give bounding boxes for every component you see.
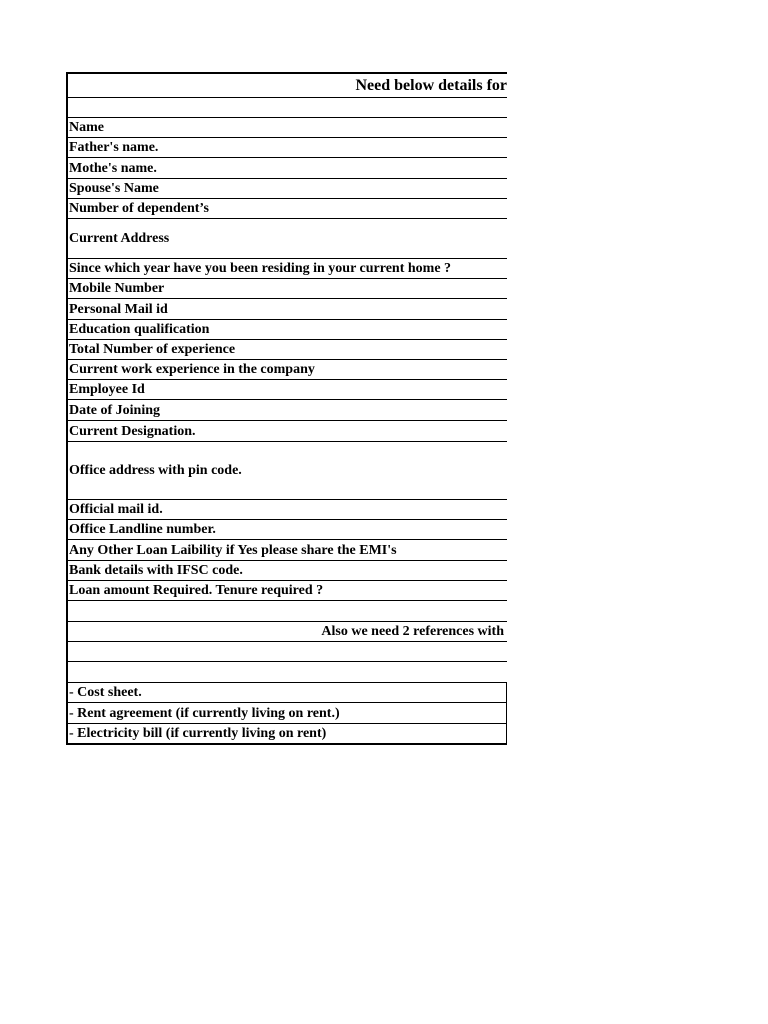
field-row-loan-amount bbox=[66, 581, 507, 601]
field-label: Education qualification bbox=[69, 322, 210, 337]
field-label: Official mail id. bbox=[69, 502, 163, 517]
field-label: Current Designation. bbox=[69, 424, 196, 439]
field-row-current-experience bbox=[66, 360, 507, 380]
sheet-title-row bbox=[66, 72, 507, 98]
field-row-fathers-name bbox=[66, 138, 507, 158]
field-label: Mobile Number bbox=[69, 281, 165, 296]
field-row-bank-details bbox=[66, 561, 507, 581]
sheet-title: Need below details for bbox=[355, 77, 507, 94]
field-label: Date of Joining bbox=[69, 403, 160, 418]
field-row-name bbox=[66, 118, 507, 138]
field-row-other-loan bbox=[66, 540, 507, 561]
document-label: - Rent agreement (if currently living on rent.) bbox=[69, 706, 340, 721]
field-row-education bbox=[66, 320, 507, 340]
field-row-designation bbox=[66, 421, 507, 442]
field-row-total-experience bbox=[66, 340, 507, 360]
field-row-employee-id bbox=[66, 380, 507, 400]
field-label: Office Landline number. bbox=[69, 522, 216, 537]
blank-row bbox=[66, 98, 507, 118]
references-note: Also we need 2 references with bbox=[321, 624, 504, 639]
field-row-mothers-name bbox=[66, 158, 507, 179]
blank-row bbox=[66, 642, 507, 662]
field-row-residing-since bbox=[66, 259, 507, 279]
field-row-office-landline bbox=[66, 520, 507, 540]
field-label: Name bbox=[69, 120, 104, 135]
field-row-date-of-joining bbox=[66, 400, 507, 421]
field-row-office-address bbox=[66, 442, 507, 500]
field-row-mobile-number bbox=[66, 279, 507, 299]
document-label: - Electricity bill (if currently living on rent) bbox=[69, 726, 327, 741]
field-label: Loan amount Required. Tenure required ? bbox=[69, 583, 324, 598]
references-note-row bbox=[66, 622, 507, 642]
field-label: Number of dependent’s bbox=[69, 201, 210, 216]
loan-details-sheet bbox=[66, 72, 507, 745]
document-row-rent-agreement bbox=[66, 703, 507, 724]
field-label: Employee Id bbox=[69, 382, 145, 397]
document-row-cost-sheet bbox=[66, 683, 507, 703]
field-label: Mothe's name. bbox=[69, 161, 157, 176]
field-label: Any Other Loan Laibility if Yes please share the EMI's bbox=[69, 543, 397, 558]
blank-row bbox=[66, 662, 507, 683]
field-label: Bank details with IFSC code. bbox=[69, 563, 243, 578]
field-label: Total Number of experience bbox=[69, 342, 236, 357]
document-label: - Cost sheet. bbox=[69, 685, 142, 700]
field-row-spouse-name bbox=[66, 179, 507, 199]
field-label: Current Address bbox=[69, 230, 170, 246]
field-row-current-address bbox=[66, 219, 507, 259]
field-row-personal-mail bbox=[66, 299, 507, 320]
field-row-dependents bbox=[66, 199, 507, 219]
field-label: Spouse's Name bbox=[69, 181, 159, 196]
field-label: Current work experience in the company bbox=[69, 362, 315, 377]
blank-row bbox=[66, 601, 507, 622]
field-row-official-mail bbox=[66, 500, 507, 520]
field-label: Since which year have you been residing in your current home ? bbox=[69, 261, 452, 276]
field-label: Personal Mail id bbox=[69, 302, 168, 317]
field-label: Office address with pin code. bbox=[69, 462, 242, 478]
field-label: Father's name. bbox=[69, 140, 159, 155]
document-row-electricity-bill bbox=[66, 724, 507, 745]
